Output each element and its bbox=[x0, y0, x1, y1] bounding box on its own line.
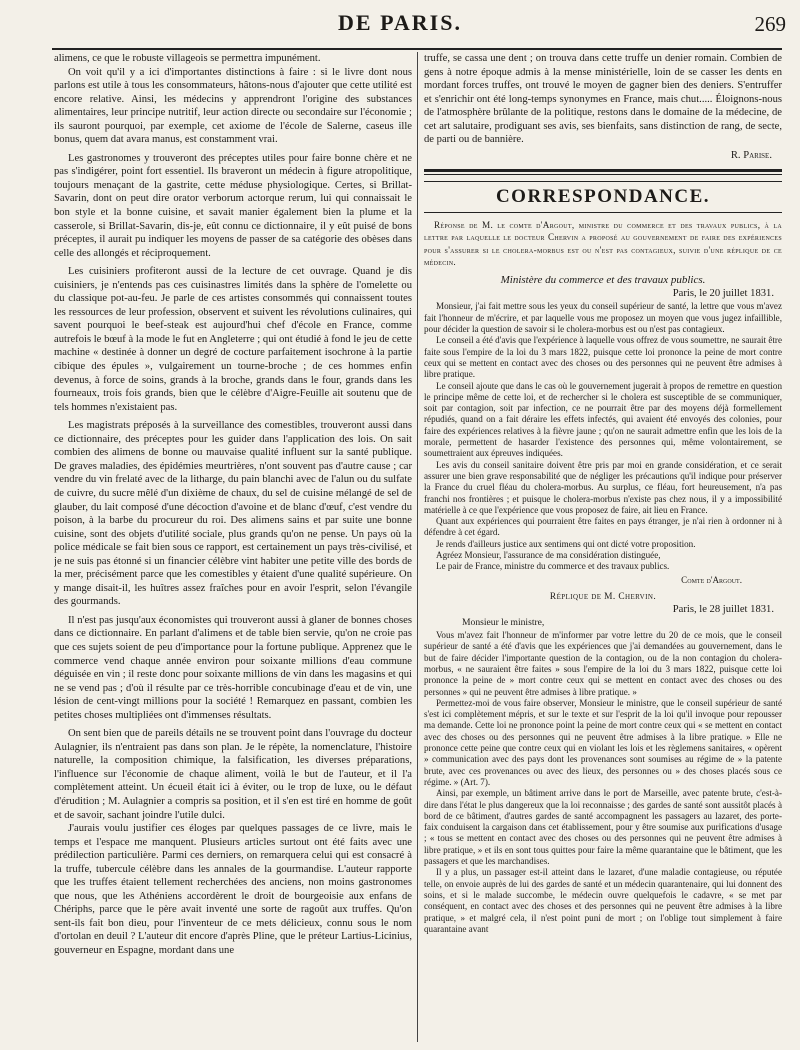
letter-paragraph: Le conseil ajoute que dans le cas où le gouvernement jugerait à propos de remettre en question le principe même de cette loi, et de rechercher si le cholera est susceptible de se communiquer, soit par contagion, soit par infection, ce ne pourrait être par des moyens déjà formellement répudiés, quand on a fait déraire les effets infectés, qui avaient été envoyés des colonies, pour faire des expériences relatives à la fièvre jaune ; qu'on ne saurait admettre enfin que les lois de la morale, permettent de hasarder l'existence des personnes qui, même volontairement, se soumettraient aux épreuves indiquées. bbox=[424, 380, 782, 459]
column-rule bbox=[417, 52, 418, 1042]
paragraph: Les gastronomes y trouveront des préceptes utiles pour faire bonne chère et ne pas s'indigérer, point fort essentiel. Ils braveront un médecin à figure atropolitique, toujours menaçant de la gastrite, cette méduse physiologique. Certes, si Brillat-Savarin, dont on peut dire orator verborum actorque rerum, lui qui connaissait le bon style et la bonne cuisine, et savait manier également bien la plume et la casserole, si Brillat-Savarin, dis-je, eût connu ce dictionnaire, il y eût puisé de bons préceptes, il aurait pu indiquer les moyens de passer de sa catégorie des obèses dans celle des allongés et réciproquement. bbox=[54, 152, 412, 259]
reply-title: Réplique de M. Chervin. bbox=[549, 592, 657, 603]
letter-paragraph: Ainsi, par exemple, un bâtiment arrive dans le port de Marseille, avec patente brute, c'est-à-dire dans l'état le plus dangereux que la loi reconnaisse ; des gardes de santé sont aussitôt placés à bord de ce bâtiment, d'autres gardes de santé accompagnent les passagers au lazaret, des porte-faix conduisent la cargaison dans cet établissement, pour y être soumise aux purifications d'usage ; « tous se mettent en contact avec des choses ou des personnes qui ne peuvent être admises à libre pratique, » et ils en sont tous quittes pour faire la même quarantaine que le bâtiment, que les passagers et que les marchandises. bbox=[424, 788, 782, 867]
running-title: DE PARIS. bbox=[338, 10, 462, 35]
article-signature: R. Parise. bbox=[730, 149, 772, 161]
paragraph: On voit qu'il y a ici d'importantes distinctions à faire : si le livre dont nous parlons est utile à tous les consommateurs, hâtons-nous d'ajouter que cette utilité est encore relative. Ainsi, les médecins y apprendront l'origine des substances alimentaires, leur principe nutritif, leur action directe ou secondaire sur l'économie ; ils sauront pourquoi, par exemple, cet axiome de l'école de Salerne, caseus ille bonus, quem dat avara manus, est constamment vrai. bbox=[54, 66, 412, 146]
dateline: Paris, le 20 juillet 1831. bbox=[672, 288, 774, 300]
paragraph: alimens, ce que le robuste villageois se permettra impunément. bbox=[54, 53, 321, 64]
left-column bbox=[54, 52, 412, 1042]
paragraph: On sent bien que de pareils détails ne se trouvent point dans l'ouvrage du docteur Aulagnier, ils n'entraient pas dans son plan. Je le répète, la nomenclature, l'histoire naturelle, la composition chimique, la falsification, les diverses préparations, l'influence sur l'économie de chaque aliment, voilà le but de l'auteur, et il l'a complètement atteint. Un écueil était ici à éviter, ou le trop de luxe, ou le défaut d'érudition ; M. Aulagnier a compris sa position, et il s'en est tiré en homme de goût et de savoir, sachant joindre l'utile dulci. bbox=[54, 728, 412, 821]
letter-paragraph: Vous m'avez fait l'honneur de m'informer par votre lettre du 20 de ce mois, que le conseil supérieur de santé a été d'avis que les expériences que j'ai demandées au gouvernement, dans le but de faire décider l'importante question de la contagion, ou de la non contagion du cholera-morbus, « ne sauraient être faites » sous l'empire de la loi du 3 mars 1822, puisque cette loi prononce la peine de » mort contre ceux qui se mettent en contact avec des choses ou des personnes » qui ne peuvent être admises à libre pratique. » bbox=[424, 630, 782, 697]
page-number: 269 bbox=[754, 12, 786, 36]
letter-paragraph: Monsieur, j'ai fait mettre sous les yeux du conseil supérieur de santé, la lettre que vous m'avez fait l'honneur de m'écrire, et par laquelle vous me proposez un moyen que vous jugez infaillible, pour décider la question de savoir si le cholera-morbus est ou n'est pas contagieux. bbox=[424, 301, 782, 335]
letter-paragraph: Le pair de France, ministre du commerce et des travaux publics. bbox=[436, 561, 670, 572]
section-separator bbox=[424, 169, 782, 175]
paragraph: Les magistrats préposés à la surveillance des comestibles, trouveront aussi dans ce dictionnaire, des préceptes pour les guider dans l'application des lois. On sait combien des alimens de bonne ou mauvaise qualité influent sur la santé publique. De graves maladies, des épidémies meurtrières, n'ont souvent pas d'autre cause ; car vendre du vin frelaté avec de la litharge, du pain blanchi avec de l'alun ou du sulfate de cuivre, du sucre mêlé d'un dixième de chaux, du sel de cuisine mélangé de sel de glauber, du lait composé d'une décoction d'avoine et de blanc d'œuf, c'est vendre du poison, à la barbe du procureur du roi. Des alimens sains et par suite une bonne cuisine, sont des objets d'utilité sociale, plus grands qu'on ne pense. Un pays où la police médicale se fait bien sous ce rapport, est certainement un pays très-civilisé, et je ne suis pas étonné si un financier célèbre vint habiter une petite ville des bords de la mer, précisément parce que les comestibles y étaient d'une qualité supérieure. On y mange disait-il, les huîtres assez fraîches pour en avoir l'esprit, selon l'évangile des gourmands. bbox=[54, 420, 412, 608]
paragraph: J'aurais voulu justifier ces éloges par quelques passages de ce livre, mais le temps et l'espace me manquent. Plusieurs articles surtout ont été faits avec une prédilection particulière. Parmi ces derniers, on remarquera celui qui est consacré à la truffe, tubercule célèbre dans les annales de la gourmandise. L'auteur rapporte que les truffes étaient tellement recherchées des anciens, non moins gastronomes que nous, que les Athéniens accordèrent le droit de bourgeoisie aux enfans de Chériphs, parce que le père avait inventé une sorte de ragoût aux truffes. Qu'on sent-ils fait bon dieu, pour l'inventeur de ce mets délicieux, connu sous le nom d'ortolan en deuil ? L'auteur dit encore d'après Pline, que le préteur Lartius-Licinius, gouverneur en Espagne, mordant dans une bbox=[54, 823, 412, 956]
salutation: Monsieur le ministre, bbox=[462, 617, 545, 629]
letter-paragraph: Il y a plus, un passager est-il atteint dans le lazaret, d'une maladie contagieuse, ou réputée telle, on envoie auprès de lui des gardes de santé et un médecin quarantenaire, qui lui donnent des soins, et si le malade succombe, le médecin ouvre quelquefois le cadavre, « se met par conséquent, en contact avec des choses et des personnes qui ne peuvent être admises à la libre pratique, » et malgré cela, il n'est point puni de mort ; on l'oblige tout simplement à faire quarantaine avant bbox=[424, 867, 782, 934]
dateline: Paris, le 28 juillet 1831. bbox=[672, 604, 774, 616]
letter-paragraph: Agréez Monsieur, l'assurance de ma considération distinguée, bbox=[436, 549, 661, 560]
paragraph: Il n'est pas jusqu'aux économistes qui trouveront aussi à glaner de bonnes choses dans ce dictionnaire. En parlant d'alimens et de table bien servie, qu'on ne croie pas que ces sujets soient de peu d'importance pour la fortune publique. Apprenez que le commerce vend chaque année environ pour soixante millions d'eau commune déguisée en vin ; il reste donc pour soixante millions de vin dans les magasins et qui ne se vend pas ; d'où il résulte par ce très-horrible concubinage d'eau et de vin, une lésion de cent-vingt millions pour la société ! Remarquez en passant, combien les petites choses multipliées ont d'immenses résultats. bbox=[54, 614, 412, 721]
paragraph: Les cuisiniers profiteront aussi de la lecture de cet ouvrage. Quand je dis cuisiniers, je n'entends pas ces cuisinastres limités dans la sphère de l'omelette ou du classique pot-au-feu. Je parle de ces artistes consommés qui connaissent toutes les ressources de leur profession, observent et suivent les révolutions culinaires, qui savent pourquoi le beef-steak est aujourd'hui chef d'école en France, comme autrefois le bœuf à la mode le fut en Angleterre ; qui ont étudié à fond le jeu de cette machine « destinée à donner un degré de cocture parfaitement isochrone à la partie cibique des épules », vulgairement un tourne-broche ; de ces hommes enfin devenus, à force de soins, grands à la broche, grands dans le four, grands dans les fourneaux, trois fois grands, bien que le célèbre d'Aigre-Feuille ait soutenu que de tels hommes n'existaient pas. bbox=[54, 266, 412, 413]
letter-signature: Comte d'Argout. bbox=[681, 574, 742, 585]
letter-paragraph: Je rends d'ailleurs justice aux sentimens qui ont dicté votre proposition. bbox=[436, 538, 696, 549]
header-rule bbox=[52, 48, 782, 50]
letter-paragraph: Quant aux expériences qui pourraient être faites en pays étranger, je n'ai rien à ordonner ni à défendre à cet égard. bbox=[424, 516, 782, 538]
letter-paragraph: Les avis du conseil sanitaire doivent être pris par moi en grande considération, et ce serait assurer une bien grave responsabilité que de négliger les précautions qu'il indique pour préserver la France du cruel fléau du cholera-morbus. Au surplus, ce fléau, fort heureusement, n'a pas franchi nos frontières ; et puisque le cholera-morbus n'existe pas chez nous, il y a impossibilité matérielle à ce que l'expérience que vous proposez de faire, ait lieu en France. bbox=[424, 459, 782, 515]
letter-paragraph: Permettez-moi de vous faire observer, Monsieur le ministre, que le conseil supérieur de santé s'est ici complètement mépris, et sur le texte et sur l'esprit de la loi qu'il invoque pour repousser ma demande. Cette loi ne prononce point la peine de mort contre ceux qui « se mettent en contact avec des choses ou des personnes qui ne peuvent être admises à la libre pratique. » Elle ne prononce cette peine que contre ceux qui en violant les lois et les règlemens sanitaires, « opèrent » communication avec des pays dont les provenances sont soumises au régime de » la patente brute, avec ces provenances ou avec des lieux, des personnes ou » des choses placés sous ce régime. » (Art. 7). bbox=[424, 697, 782, 787]
letter-paragraph: Le conseil a été d'avis que l'expérience à laquelle vous offrez de vous soumettre, ne saurait être faite sous l'empire de la loi du 3 mars 1822, puisque cette loi prononce la peine de mort contre ceux qui se mettent en contact avec des choses ou des personnes qui ne peuvent être admises à libre pratique. bbox=[424, 335, 782, 380]
right-column bbox=[424, 52, 782, 1042]
section-intro: Réponse de M. le comte d'Argout, ministre du commerce et des travaux publics, à la lettre par laquelle le docteur Chervin a proposé au gouvernement de faire des expériences pour s'assurer si le cholera-morbus est ou n'est pas contagieux, suivie d'une réplique de ce médecin. bbox=[424, 219, 782, 268]
page-header bbox=[0, 0, 800, 44]
section-title: CORRESPONDANCE. bbox=[424, 181, 782, 213]
paragraph: truffe, se cassa une dent ; on trouva dans cette truffe un denier romain. Combien de gens à notre époque admis à la mense ministérielle, loin de se casser les dents en mordant forces truffes, ont trouvé le moyen de gagner bien des deniers. S'entruffer et s'enrichir ont été long-temps synonymes en France, mais chut..... Éloignons-nous de l'atmosphère brûlante de la politique, restons dans le domaine de la médecine, de cet art salutaire, prodiguant ses avis, ses bienfaits, sans distinction de rang, de secte, de parti ou de bannière. bbox=[424, 53, 782, 146]
ministry-heading: Ministère du commerce et des travaux publics. bbox=[500, 274, 706, 287]
